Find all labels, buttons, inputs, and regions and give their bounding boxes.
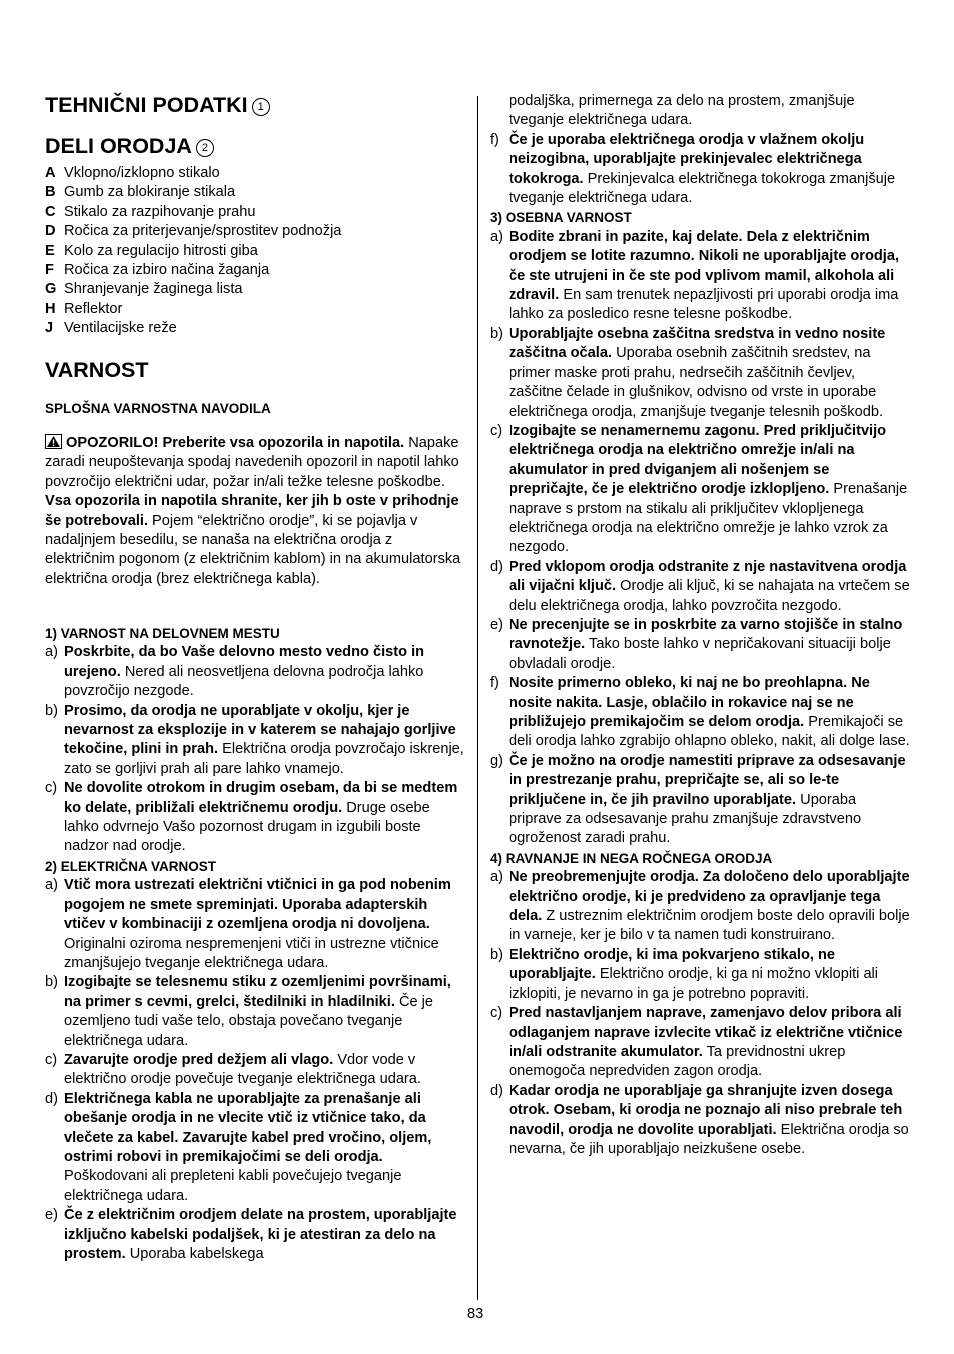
list-item: b) Prosimo, da orodja ne uporabljate v okolju, kjer je nevarnost za eksplozije in v katerem se nahajajo gorljive tekočine, plini in prah. Električna orodja povzročajo iskrenje, zato se gorljivi prah ali pare lahko vnamejo.	[45, 702, 464, 777]
list-item: c) Izogibajte se nenamernemu zagonu. Pred priključitvijo električnega orodja na električno omrežje in/ali na akumulator in pred dviganjem ali nošenjem se prepričajte, če je električno orodje izklopljeno. Prenašanje naprave s prstom na stikalu ali priključitev vklopljenega električnega orodja na električno omrežje je lahko vzrok za nezgodo.	[490, 422, 908, 556]
list-item-continued: podaljška, primernega za delo na prostem, zmanjšuje tveganje električnega udara.	[509, 93, 855, 129]
list-item: f) Nosite primerno obleko, ki naj ne bo preohlapna. Ne nosite nakita. Lasje, oblačilo in rokavice naj se ne približujejo premikajočim se delom orodja. Premikajoči se deli orodja lahko zgrabijo ohlapno obleko, nakit, ali dolge lase.	[490, 675, 910, 750]
list-item: A Vklopno/izklopno stikalo	[45, 165, 220, 181]
list-item: a) Vtič mora ustrezati električni vtičnici in ga pod nobenim pogojem ne smete spreminjati. Uporaba adapterskih vtičev v kombinaciji z ozemljena orodja ni dovoljena. Originalni oziroma nespremenjeni vtiči in ustrezne vtičnice zmanjšujejo tveganje električnega udara.	[45, 877, 451, 971]
list-item: D Ročica za priterjevanje/sprostitev podnožja	[45, 223, 342, 240]
section-title: 3) OSEBNA VARNOST	[490, 210, 632, 226]
right-column-content	[490, 92, 910, 1159]
list-item: G Shranjevanje žaginega lista	[45, 281, 243, 298]
figure-ref-1: 1	[252, 98, 270, 116]
section-title: 4) RAVNANJE IN NEGA ROČNEGA ORODJA	[490, 850, 773, 866]
list-item: e) Ne precenjujte se in poskrbite za varno stojišče in stalno ravnotežje. Tako boste lahko v nepričakovani situaciji bolje obvladali orodje.	[490, 616, 903, 672]
list-item: f) Če je uporaba električnega orodja v vlažnem okolju neizogibna, uporabljajte prekinjevalec električnega tokokroga. Prekinjevalca električnega tokokroga zmanjšuje tveganje električnega udara.	[490, 131, 896, 207]
tech-data-title: TEHNIČNI PODATKI	[45, 93, 248, 117]
list-item: d) Kadar orodja ne uporabljaje ga shranjujte izven dosega otrok. Osebam, ki orodja ne poznajo ali niso prebrale teh navodil, orodja ne dovolite uporabljati. Električna orodja so nevarna, če jih uporabljajo neizkušene osebe.	[490, 1082, 909, 1157]
list-item: a) Poskrbite, da bo Vaše delovno mesto vedno čisto in urejeno. Nered ali neosvetljena delovna področja lahko povzročijo nezgode.	[45, 644, 425, 700]
section-title: 1) VARNOST NA DELOVNEM MESTU	[45, 626, 280, 641]
figure-ref-2: 2	[196, 139, 214, 157]
list-item: F Ročica za izbiro načina žaganja	[45, 261, 270, 278]
list-item: H Reflektor	[45, 300, 123, 317]
list-item: d) Pred vklopom orodja odstranite z nje nastavitvena orodja ali vijačni ključ. Orodje ali ključ, ki se nahajata na vrtečem se delu električnega orodja, lahko povzročita nezgodo.	[490, 558, 910, 614]
tech-data-heading	[45, 92, 270, 118]
list-item: c) Ne dovolite otrokom in drugim osebam, da bi se medtem ko delate, približali električnemu orodju. Druge osebe lahko odvrnejo Vašo pozornost drugam in izgubili boste nadzor nad orodje.	[45, 780, 458, 855]
parts-title: DELI ORODJA	[45, 134, 192, 158]
list-item: J Ventilacijske reže	[45, 320, 177, 337]
list-item: c) Pred nastavljanjem naprave, zamenjavo delov pribora ali odlaganjem naprave izvlecite vtikač iz električne vtičnice in/ali odstranite akumulator. Ta previdnostni ukrep onemogoča nepredviden zagon orodja.	[490, 1005, 903, 1080]
parts-heading	[45, 133, 214, 159]
warning-paragraph: OPOZORILO! Preberite vsa opozorila in napotila. Napake zaradi neupoštevanja spodaj navedenih opozoril in napotil lahko povzročijo električni udar, požar in/ali težke telesne poškodbe. Vsa opozorila in napotila shranite, ker jih b oste v prihodnje še potrebovali. Pojem “električno orodje”, ki se pojavlja v nadaljnjem besedilu, se nanaša na električna orodja z električnim pogonom (z električnim kablom) in na akumulatorska električna orodja (brez električnega kabla).	[45, 435, 461, 587]
list-item: B Gumb za blokiranje stikala	[45, 184, 236, 201]
list-item: b) Izogibajte se telesnemu stiku z ozemljenimi površinami, na primer s cevmi, grelci, štedilniki in hladilniki. Če je ozemljeno tudi vaše telo, obstaja povečano tveganje električnega udara.	[45, 974, 451, 1049]
list-item: b) Uporabljajte osebna zaščitna sredstva in vedno nosite zaščitna očala. Uporaba osebnih zaščitnih sredstev, na primer maske proti prahu, nedrsečih zaščitnih čevljev, zaščitne čelade in glušnikov, odvisno od vrste in uporabe električnega orodja, zmanjšuje tveganje telesnih poškodb.	[490, 325, 886, 420]
work-area-safety-section	[45, 624, 465, 1264]
list-item: a) Ne preobremenjujte orodja. Za določeno delo uporabljajte električno orodje, ki je predvideno za opravljanje tega dela. Z ustreznim električnim orodjem boste delo opravili bolje in varneje, ker je bilo v ta namen tudi konstruirano.	[490, 869, 910, 944]
warning-triangle-icon	[45, 434, 62, 449]
section-title: 2) ELEKTRIČNA VARNOST	[45, 858, 217, 874]
list-item: e) Če z električnim orodjem delate na prostem, uporabljajte izključno kabelski podaljšek, ki je atestiran za delo na prostem. Uporaba kabelskega	[45, 1207, 457, 1262]
safety-heading: VARNOST	[45, 358, 149, 382]
list-item: d) Električnega kabla ne uporabljajte za prenašanje ali obešanje orodja in ne vlecite vtič iz vtičnice tako, da vlečete za kabel. Zavarujte kabel pred vročino, oljem, ostrimi robovi in premikajočimi se deli orodja. Poškodovani ali prepleteni kabli povečujejo tveganje električnega udara.	[45, 1090, 432, 1204]
list-item: a) Bodite zbrani in pazite, kaj delate. Dela z električnim orodjem se lotite razumno. Nikoli ne uporabljajte orodja, če ste utrujeni in če ste pod vplivom mamil, alkohola ali zdravil. En sam trenutek nepazljivosti pri uporabi orodja ima lahko za posledico resne telesne poškodbe.	[490, 228, 900, 323]
column-divider	[477, 96, 478, 1300]
list-item: b) Električno orodje, ki ima pokvarjeno stikalo, ne uporabljajte. Električno orodje, ki ga ni možno vklopiti ali izklopiti, je nevarno in ga je potrebno popraviti.	[490, 946, 879, 1002]
list-item: E Kolo za regulacijo hitrosti giba	[45, 242, 258, 259]
general-safety-title: SPLOŠNA VARNOSTNA NAVODILA	[45, 401, 271, 416]
list-item: g) Če je možno na orodje namestiti priprave za odsesavanje in prestrezanje prahu, prepričajte se, ali so le-te priključene in, če jih pravilno uporabljate. Uporaba priprave za odsesavanje prahu zmanjšuje zdravstveno ogroženost zaradi prahu.	[490, 752, 906, 847]
parts-list	[45, 164, 341, 339]
page-number: 83	[467, 1306, 484, 1322]
list-item: C Stikalo za razpihovanje prahu	[45, 203, 256, 220]
list-item: c) Zavarujte orodje pred dežjem ali vlago. Vdor vode v električno orodje povečuje tveganje električnega udara.	[45, 1051, 421, 1088]
